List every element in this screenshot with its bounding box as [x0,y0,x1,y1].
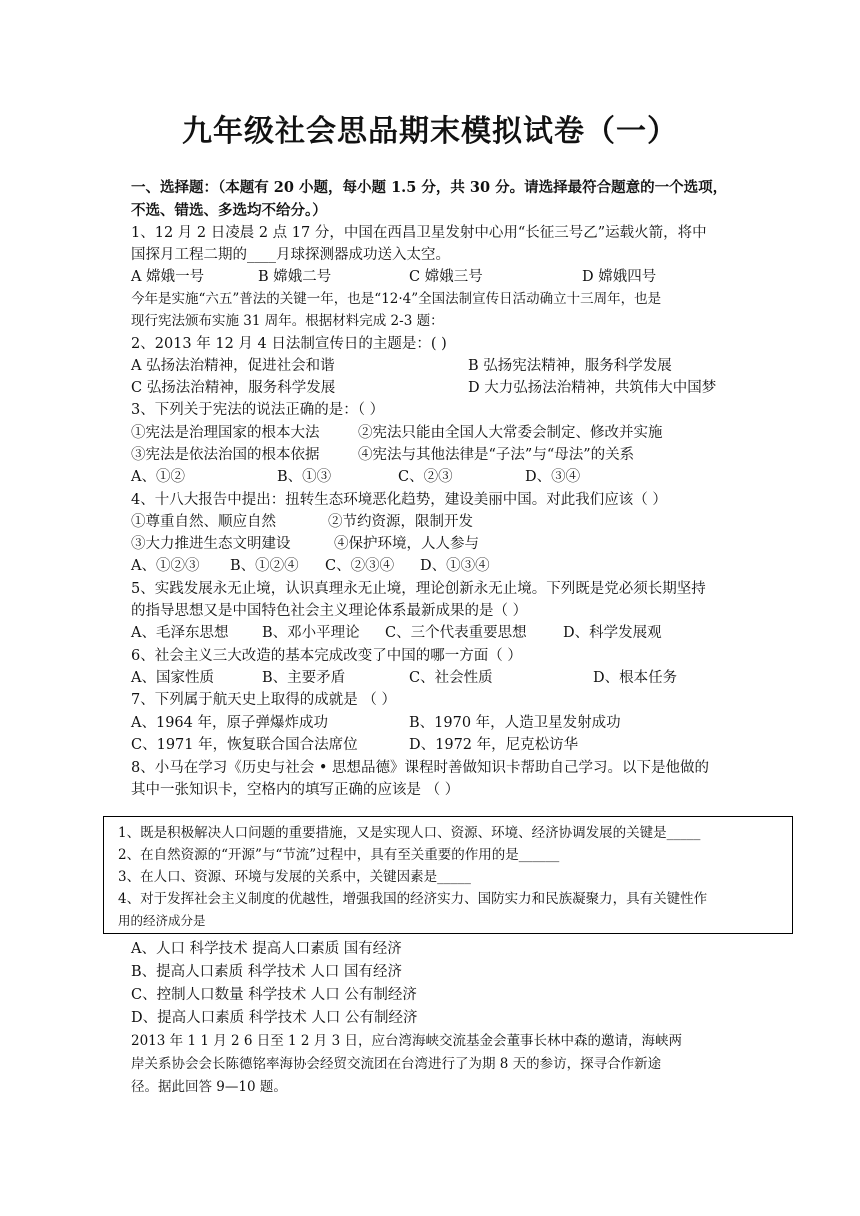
q1-stem-line-1: 1、12 月 2 日凌晨 2 点 17 分，中国在西昌卫星发射中心用“长征三号乙”运载火箭，将中 [131,225,707,241]
q7-option-b: B、1970 年，人造卫星发射成功 [409,715,621,731]
q3-statement-2: ②宪法只能由全国人大常委会制定、修改并实施 [358,425,663,441]
q5-option-b: B、邓小平理论 [262,625,360,641]
q3-option-a: A、①② [131,469,185,485]
material-9-10-line-3: 径。据此回答 9—10 题。 [131,1079,287,1095]
knowledge-card-item-4-cont: 用的经济成分是 [118,913,206,928]
q2-stem: 2、2013 年 12 月 4 日法制宣传日的主题是：( ) [131,336,447,352]
q1-stem-line-2: 国探月工程二期的____月球探测器成功送入太空。 [131,247,450,263]
q7-option-a: A、1964 年，原子弹爆炸成功 [131,715,328,731]
material-2-3-line-2: 现行宪法颁布实施 31 周年。根据材料完成 2-3 题： [131,313,444,329]
q8-stem-line-2: 其中一张知识卡，空格内的填写正确的应该是 （ ） [131,782,460,798]
material-9-10-line-2: 岸关系协会会长陈德铭率海协会经贸交流团在台湾进行了为期 8 天的参访，探寻合作新途 [131,1056,662,1072]
q4-option-b: B、①②④ [230,558,299,574]
q2-option-b: B 弘扬宪法精神，服务科学发展 [468,358,672,374]
q5-option-a: A、毛泽东思想 [131,625,229,641]
q1-option-b: B 嫦娥二号 [258,269,332,285]
q3-stem: 3、下列关于宪法的说法正确的是：（ ） [131,402,385,418]
q2-option-a: A 弘扬法治精神，促进社会和谐 [131,358,335,374]
knowledge-card-item-3: 3、在人口、资源、环境与发展的关系中，关键因素是_____ [118,869,471,885]
q2-option-d: D 大力弘扬法治精神，共筑伟大中国梦 [468,380,717,396]
knowledge-card-item-4: 4、对于发挥社会主义制度的优越性，增强我国的经济实力、国防实力和民族凝聚力，具有关键性作 [118,891,708,907]
q4-statement-1: ①尊重自然、顺应自然 [131,514,276,530]
q4-option-d: D、①③④ [420,558,490,574]
q4-stem: 4、十八大报告中提出：扭转生态环境恶化趋势，建设美丽中国。对此我们应该（ ） [131,492,667,508]
page-title: 九年级社会思品期末模拟试卷（一） [182,114,678,149]
knowledge-card-item-1: 1、既是积极解决人口问题的重要措施，又是实现人口、资源、环境、经济协调发展的关键是_____ [118,825,701,841]
q3-option-d: D、③④ [525,469,581,485]
q3-statement-1: ①宪法是治理国家的根本大法 [131,425,320,441]
q1-option-c: C 嫦娥三号 [409,269,483,285]
q7-option-d: D、1972 年，尼克松访华 [409,737,579,753]
q4-option-a: A、①②③ [131,558,200,574]
q4-option-c: C、②③④ [325,558,395,574]
q7-option-c: C、1971 年，恢复联合国合法席位 [131,737,358,753]
q8-option-a: A、人口 科学技术 提高人口素质 国有经济 [131,941,402,957]
q1-option-a: A 嫦娥一号 [131,269,205,285]
q5-stem-line-2: 的指导思想又是中国特色社会主义理论体系最新成果的是（ ） [131,603,528,619]
q8-option-d: D、提高人口素质 科学技术 人口 公有制经济 [131,1010,418,1026]
q8-option-c: C、控制人口数量 科学技术 人口 公有制经济 [131,987,417,1003]
q3-statement-3: ③宪法是依法治国的根本依据 [131,447,320,463]
q2-option-c: C 弘扬法治精神，服务科学发展 [131,380,336,396]
q4-statement-3: ③大力推进生态文明建设 [131,536,291,552]
q4-statement-2: ②节约资源，限制开发 [328,514,473,530]
q6-stem: 6、社会主义三大改造的基本完成改变了中国的哪一方面（ ） [131,648,522,664]
q7-stem: 7、下列属于航天史上取得的成就是 （ ） [131,692,396,708]
q1-option-d: D 嫦娥四号 [582,269,657,285]
knowledge-card-item-2: 2、在自然资源的“开源”与“节流”过程中，具有至关重要的作用的是______ [118,847,560,863]
knowledge-card [103,816,793,934]
q6-option-c: C、社会性质 [409,670,493,686]
q5-option-c: C、三个代表重要思想 [385,625,527,641]
material-9-10-line-1: 2013 年 1 1 月 2 6 日至 1 2 月 3 日，应台湾海峡交流基金会董事长林中森的邀请，海峡两 [131,1033,682,1049]
q6-option-b: B、主要矛盾 [262,670,346,686]
q4-statement-4: ④保护环境，人人参与 [334,536,479,552]
q5-option-d: D、科学发展观 [563,625,662,641]
q5-stem-line-1: 5、实践发展永无止境，认识真理永无止境，理论创新永无止境。下列既是党必须长期坚持 [131,581,706,597]
q6-option-a: A、国家性质 [131,670,214,686]
q3-statement-4: ④宪法与其他法律是“子法”与“母法”的关系 [358,447,635,463]
q3-option-c: C、②③ [398,469,453,485]
section-heading-line-2: 不选、错选、多选均不给分。） [131,202,327,219]
q6-option-d: D、根本任务 [593,670,678,686]
section-heading-line-1: 一、选择题：（本题有 20 小题，每小题 1.5 分，共 30 分。请选择最符合题意的一个选项， [131,179,728,196]
material-2-3-line-1: 今年是实施“六五”普法的关键一年，也是“12·4”全国法制宣传日活动确立十三周年，也是 [131,291,662,307]
q8-stem-line-1: 8、小马在学习《历史与社会 • 思想品德》课程时善做知识卡帮助自己学习。以下是他做的 [131,760,709,776]
q8-option-b: B、提高人口素质 科学技术 人口 国有经济 [131,964,402,980]
q3-option-b: B、①③ [277,469,332,485]
